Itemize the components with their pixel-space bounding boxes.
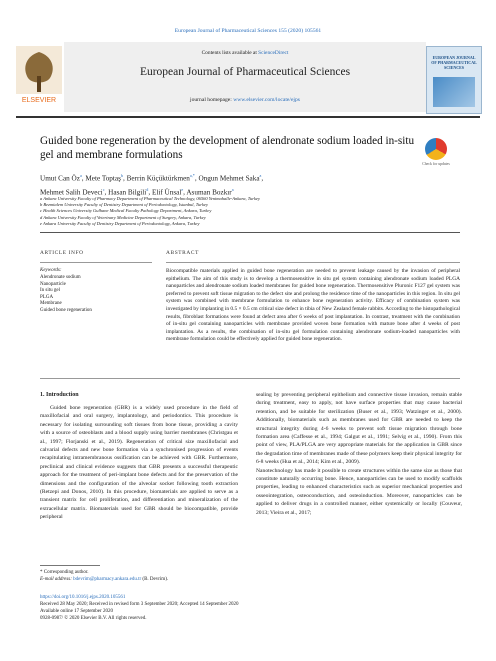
abstract-bottom-rule xyxy=(40,378,460,379)
cover-artwork xyxy=(433,77,475,107)
publication-info xyxy=(40,594,340,622)
crossmark-icon[interactable] xyxy=(425,138,447,160)
affiliations xyxy=(40,196,440,227)
keyword: Membrane xyxy=(40,301,62,307)
affiliation: e Ankara University Faculty of Dentistry Department of Periodontology, Ankara, Turkey xyxy=(40,220,200,226)
affiliation: a Ankara University Faculty of Pharmacy Department of Pharmaceutical Technology, 06560 Yenimahalle-Ankara, Turkey xyxy=(40,196,261,201)
keywords-list xyxy=(40,275,92,315)
introduction-column-1: Guided bone regeneration (GBR) is a widely used procedure in the field of maxillofacial and oral surgery, implantology, and periodontics. This procedure is necessary for isolating surrounding soft tissues from bone tissue, providing a cavity with a source of osteoblasts and a blood supply using barrier membranes (Christgau et al., 1997; Florjanski et al., 2019). Regeneration of critical size maxillofacial and calvarial defects and new bone formation via a synchronised progression of events recapitulating intramembranous ossification can be achieved with GBR. Furthermore, preclinical and clinical evidence suggests that GBR presents a successful therapeutic approach for the treatment of peri-implant bone defects and for the preservation of the dimensions and the configuration of the alveolar socket following tooth extraction (Retzepi and Donos, 2010). In this procedure, biomaterials are applied to serve as a transient matrix for cell proliferation, and differentiation and mineralization of the extracellular matrix. Biomaterials used for GBR should be biocompatible, provide peripheral xyxy=(40,405,238,521)
journal-homepage-link[interactable]: www.elsevier.com/locate/ejps xyxy=(233,97,300,103)
doi-link[interactable]: https://doi.org/10.1016/j.ejps.2020.105561 xyxy=(40,595,126,600)
contents-line: Contents lists available at ScienceDirect xyxy=(201,50,289,56)
keywords-label: Keywords: xyxy=(40,268,62,273)
online-date: Available online 17 September 2020 xyxy=(40,609,113,614)
footnote xyxy=(40,569,300,583)
journal-homepage: journal homepage: www.elsevier.com/locate/ejps xyxy=(190,97,300,103)
author-name[interactable]: Mehmet Salih Deveci xyxy=(40,188,103,197)
email-link[interactable]: bdevrim@pharmacy.ankara.edu.tr xyxy=(73,577,142,582)
affiliation: c Health Sciences University Gulhane Medical Faculty Pathology Department, Ankara, Turkey xyxy=(40,208,212,214)
keyword: Guided bone regeneration xyxy=(40,307,92,313)
introduction-column-2: sealing by preventing peripheral epithelium and connective tissue invasion, remain stable during treatment, easy to apply, not have surface properties that may cause bacterial retention, and be suitable for sterilization (Buser et al., 1993; Watzinger et al., 2000). Additionally, biomaterials such as membranes used for GBR are needed to keep the structural integrity during 4-6 weeks to prevent soft tissue migration through bone formation area (Caffesse et al., 1994; Galgut et al., 1991; Selvig et al., 1990). From this point of view, PLA/PLGA are very appropriate materials for the application in GBR since the degradation time of membranes made of these polymers keep their physical integrity for 6-8 weeks (Hua et al., 2014; Kim et al., 2009). Nanotechnology has made it possible to create structures within the same size as those that constitute naturally occurring bone. Hence, nanoparticles can be used to modify scaffolds properties, leading to enhanced characteristics such as superior mechanical properties and osseointegration, osteoconduction, and osteoinduction. Moreover, nanoparticles can be applied to deliver drugs in a controlled manner, either systemically or locally (Couveur, 2013; Vieira et al., 2017; xyxy=(256,392,462,516)
affiliation: b Bezmialem University Faculty of Dentistry Department of Periodontology, Istanbul, Turkey xyxy=(40,202,208,208)
keyword: In situ gel xyxy=(40,288,60,294)
crossmark-label: Check for updates xyxy=(422,162,450,166)
keyword: Nanoparticle xyxy=(40,281,66,287)
received-dates: Received 28 May 2020; Received in revised form 3 September 2020; Accepted 14 September 2020 xyxy=(40,602,239,607)
sciencedirect-link[interactable]: ScienceDirect xyxy=(258,50,289,56)
author-name[interactable]: Umut Can Öz xyxy=(40,174,80,183)
footnote-rule xyxy=(40,565,100,566)
author-list: Umut Can $Öz^a$, Mete Toptaş$^b$, Berrin Küçüktürkmen$^{a,*}$, Ongun Mehmet Saka$^a$, Mehmet Salih Deveci$^c$, Hasan Bilgili$^d$, Elif Ünsal$^e$, Asuman Bozkır$^a$ xyxy=(40,173,264,197)
keyword: PLGA xyxy=(40,294,54,300)
article-info-heading: ARTICLE INFO xyxy=(40,250,84,256)
affiliation: d Ankara University Faculty of Veterinary Medicine Department of Surgery, Ankara, Turkey xyxy=(40,214,206,220)
cover-title: EUROPEAN JOURNAL OF PHARMACEUTICAL SCIENCES xyxy=(431,55,477,70)
abstract-text: Biocompatible materials applied in guided bone regeneration are needed to prevent leakage caused by the invasion of peripheral epithelium. The aim of this study is to develop a thermosensitive in situ gel system containing alendronate sodium loaded PLGA nanoparticles and alendronate sodium loaded membranes for guided bone regeneration. Thermosensitive Pluronic F127 gel system was preferred to prevent soft tissue migration to the defect site and prolong the residence time of the nanoparticles in this region. In situ gel system was combined with membrane formulation to enhance bone regeneration activity. Efficacy of combination system was investigated by implanting in 0.5 × 0.5 cm critical size defect in tibia of New Zealand female rabbits. According to the histopathological results, fibroblast formations were found at defect area after 6 weeks of post implantation. In contrast, treatment with the combination of in-situ gel containing nanoparticles with membrane provided woven bone formation with mature bone after 4 weeks of post implantation. As a results, the combination of in-situ gel formulation containing alendronate sodium-loaded nanoparticles with membrane formulation could be effectively applied for guided bone regeneration. xyxy=(166,268,460,343)
elsevier-tree-logo xyxy=(16,46,62,106)
article-title: Guided bone regeneration by the development of alendronate sodium loaded in-situ gel and membrane formulations xyxy=(40,135,415,161)
journal-cover-image[interactable] xyxy=(426,46,482,114)
introduction-heading: 1. Introduction xyxy=(40,392,79,398)
corresponding-author-note: * Corresponding author. xyxy=(40,570,89,575)
journal-title: European Journal of Pharmaceutical Sciences xyxy=(139,66,351,78)
issn-copyright: 0928-0987/ © 2020 Elsevier B.V. All rights reserved. xyxy=(40,616,147,621)
publisher-name: ELSEVIER xyxy=(21,97,57,104)
abstract-heading: ABSTRACT xyxy=(166,250,199,256)
section-divider xyxy=(40,232,460,233)
header-divider xyxy=(16,116,480,118)
abstract-rule xyxy=(166,262,460,263)
email-line: E-mail address: bdevrim@pharmacy.ankara.edu.tr (B. Devrim). xyxy=(40,577,169,582)
article-info-rule xyxy=(40,262,152,263)
journal-citation-line[interactable]: European Journal of Pharmaceutical Sciences 155 (2020) 105561 xyxy=(174,28,322,34)
keyword: Alendronate sodium xyxy=(40,275,81,280)
